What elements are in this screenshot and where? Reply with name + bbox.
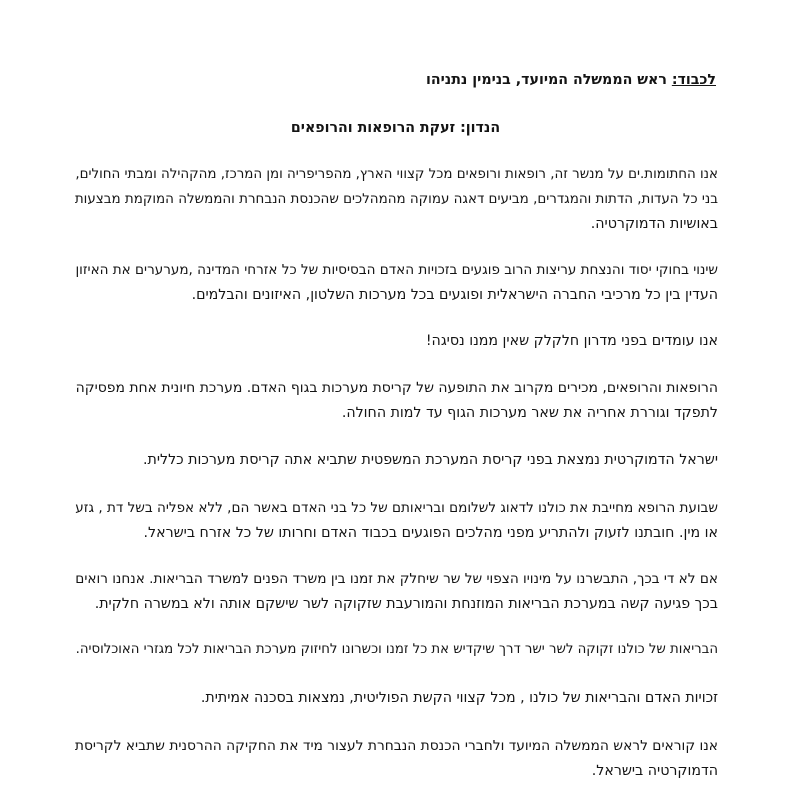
paragraph-line: ישראל הדמוקרטית נמצאת בפני קריסת המערכת המשפטית שתביא אתה קריסת מערכות כללית. (143, 452, 718, 468)
paragraph-1 (72, 163, 718, 237)
paragraph-line: הרופאות והרופאים, מכירים מקרוב את התופעה של קריסת מערכות בגוף האדם. מערכת חיונית אחת מפסיקה (75, 380, 718, 396)
paragraph-9 (72, 686, 718, 711)
paragraph-3 (72, 329, 718, 354)
paragraph-line: בכך פגיעה קשה במערכת הבריאות המוזנחת והמורעבת שזקוקה לשר שישקם אותה ולא במשרה חלקית. (94, 595, 718, 612)
addressee-prefix: לכבוד: (671, 72, 716, 88)
paragraph-line: זכויות האדם והבריאות של כולנו , מכל קצווי הקשת הפוליטית, נמצאות בסכנה אמיתית. (200, 690, 718, 706)
paragraph-line: שבועת הרופא מחייבת את כולנו לדאוג לשלומם ובריאותם של כל בני האדם באשר הם, ללא אפליה בשל דת , גזע (75, 500, 718, 516)
paragraph-line: בני כל העדות, הדתות והמגדרים, מביעים דאגה עמוקה מהמהלכים שהכנסת הנבחרת והממשלה המוקמת מבצעות (74, 191, 718, 207)
paragraph-line: או מין. חובתנו לזעוק ולהתריע מפני מהלכים הפוגעים בכבוד האדם וחרותו של כל אזרח בישראל. (143, 524, 718, 541)
paragraph-line: לתפקד וגוררת אחריה את שאר מערכות הגוף עד למות החולה. (341, 404, 718, 421)
paragraph-line: הבריאות של כולנו זקוקה לשר ישר דרך שיקדיש את כל זמנו וכשרונו לחיזוק מערכת הבריאות לכל מגזרי האוכלוסיה. (75, 642, 718, 657)
paragraph-4 (72, 376, 718, 425)
paragraph-line: אנו החתומות.ים על מנשר זה, רופאות ורופאים מכל קצווי הארץ, מהפריפריה ומן המרכז, מהקהילה ומבתי החולים, (75, 167, 718, 182)
addressee-name: ראש הממשלה המיועד, בנימין נתניהו (425, 72, 672, 88)
addressee-line (426, 69, 716, 91)
paragraph-2 (72, 258, 718, 307)
paragraph-line: אנו קוראים לראש הממשלה המיועד ולחברי הכנסת הנבחרת לעצור מיד את החקיקה ההרסנית שתביא לקריסת (74, 738, 718, 754)
paragraph-8 (72, 638, 718, 663)
subject-line: הנדון: זעקת הרופאות והרופאים (290, 120, 501, 136)
paragraph-line: אנו עומדים בפני מדרון חלקלק שאין ממנו נסיגה! (425, 333, 718, 349)
paragraph-7 (72, 567, 718, 616)
paragraph-line: הדמוקרטיה בישראל. (591, 762, 718, 779)
paragraph-6 (72, 496, 718, 545)
paragraph-line: שינוי בחוקי יסוד והנצחת עריצות הרוב פוגעים בזכויות האדם הבסיסיות של כל אזרחי המדינה ,מערערים את האיזון (75, 262, 718, 278)
paragraph-line: אם לא די בכך, התבשרנו על מינויו הצפוי של שר שיחלק את זמנו בין משרד הפנים למשרד הבריאות. אנחנו רואים (75, 571, 718, 587)
paragraph-line: העדין בין כל מרכיבי החברה הישראלית ופוגעים בכל מערכות השלטון, האיזונים והבלמים. (191, 286, 718, 303)
paragraph-5 (72, 448, 718, 473)
paragraph-10 (72, 734, 718, 783)
paragraph-line: באושיות הדמוקרטיה. (590, 216, 718, 232)
